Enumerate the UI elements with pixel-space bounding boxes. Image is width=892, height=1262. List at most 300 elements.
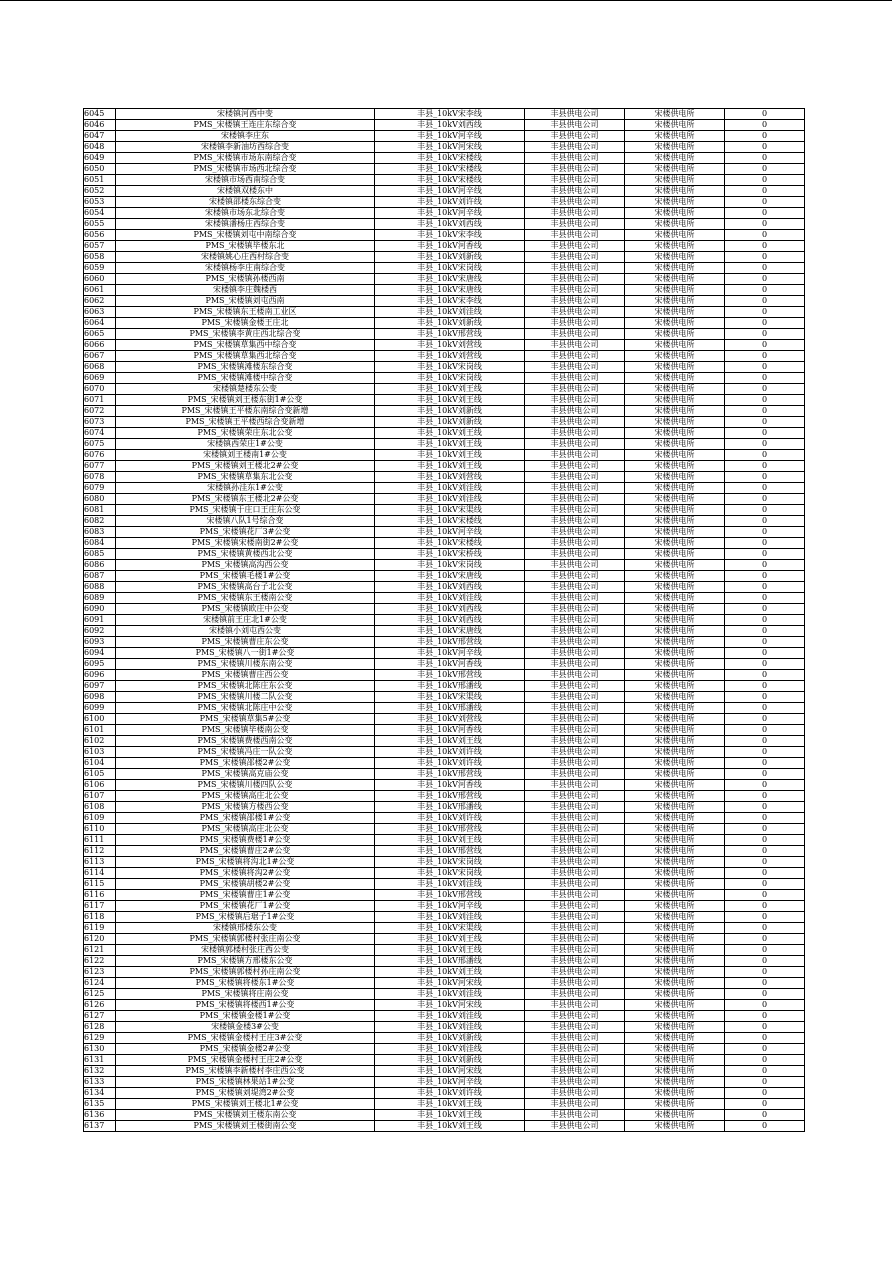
row-id-cell: 6057 [84,241,116,252]
company-cell: 丰县供电公司 [525,461,625,472]
transformer-name-cell: PMS_宋楼镇李新楼村李庄西公变 [116,1066,375,1077]
transformer-name-cell: PMS_宋楼镇孙楼西南 [116,274,375,285]
station-cell: 宋楼供电所 [625,615,725,626]
transformer-name-cell: 宋楼镇邢楼东公变 [116,923,375,934]
row-id-cell: 6074 [84,428,116,439]
transformer-name-cell: PMS_宋楼镇市场西北综合变 [116,164,375,175]
table-row [84,1000,805,1011]
row-id-cell: 6091 [84,615,116,626]
value-cell: 0 [725,560,805,571]
value-cell: 0 [725,868,805,879]
table-row [84,230,805,241]
table-row [84,659,805,670]
station-cell: 宋楼供电所 [625,747,725,758]
station-cell: 宋楼供电所 [625,604,725,615]
station-cell: 宋楼供电所 [625,120,725,131]
transformer-name-cell: 宋楼镇小刘屯西公变 [116,626,375,637]
station-cell: 宋楼供电所 [625,241,725,252]
table-row [84,934,805,945]
company-cell: 丰县供电公司 [525,1066,625,1077]
company-cell: 丰县供电公司 [525,835,625,846]
feeder-line-cell: 丰县_10kV刘许线 [375,813,525,824]
row-id-cell: 6086 [84,560,116,571]
company-cell: 丰县供电公司 [525,736,625,747]
feeder-line-cell: 丰县_10kV邢营线 [375,846,525,857]
station-cell: 宋楼供电所 [625,912,725,923]
station-cell: 宋楼供电所 [625,593,725,604]
table-row [84,494,805,505]
table-row [84,736,805,747]
transformer-name-cell: 宋楼镇市场东北综合变 [116,208,375,219]
table-row [84,516,805,527]
feeder-line-cell: 丰县_10kV刘新线 [375,406,525,417]
table-row [84,912,805,923]
company-cell: 丰县供电公司 [525,120,625,131]
station-cell: 宋楼供电所 [625,1121,725,1132]
feeder-line-cell: 丰县_10kV宋唐线 [375,274,525,285]
row-id-cell: 6098 [84,692,116,703]
row-id-cell: 6121 [84,945,116,956]
row-id-cell: 6134 [84,1088,116,1099]
value-cell: 0 [725,164,805,175]
company-cell: 丰县供电公司 [525,384,625,395]
transformer-name-cell: PMS_宋楼镇费楼西南公变 [116,736,375,747]
table-row [84,692,805,703]
feeder-line-cell: 丰县_10kV刘新线 [375,417,525,428]
company-cell: 丰县供电公司 [525,153,625,164]
row-id-cell: 6082 [84,516,116,527]
company-cell: 丰县供电公司 [525,351,625,362]
value-cell: 0 [725,725,805,736]
feeder-line-cell: 丰县_10kV邢营线 [375,769,525,780]
feeder-line-cell: 丰县_10kV刘王线 [375,945,525,956]
station-cell: 宋楼供电所 [625,373,725,384]
company-cell: 丰县供电公司 [525,494,625,505]
transformer-name-cell: PMS_宋楼镇金楼1#公变 [116,1011,375,1022]
table-row [84,714,805,725]
company-cell: 丰县供电公司 [525,1022,625,1033]
row-id-cell: 6066 [84,340,116,351]
row-id-cell: 6115 [84,879,116,890]
company-cell: 丰县供电公司 [525,142,625,153]
company-cell: 丰县供电公司 [525,340,625,351]
station-cell: 宋楼供电所 [625,197,725,208]
transformer-name-cell: PMS_宋楼镇高克庙公变 [116,769,375,780]
feeder-line-cell: 丰县_10kV宋岗线 [375,373,525,384]
table-row [84,1110,805,1121]
feeder-line-cell: 丰县_10kV宋楼线 [375,538,525,549]
transformer-name-cell: PMS_宋楼镇金楼2#公变 [116,1044,375,1055]
transformer-name-cell: PMS_宋楼镇刘王楼街南公变 [116,1121,375,1132]
row-id-cell: 6125 [84,989,116,1000]
company-cell: 丰县供电公司 [525,725,625,736]
transformer-name-cell: PMS_宋楼镇金楼村王庄3#公变 [116,1033,375,1044]
feeder-line-cell: 丰县_10kV刘王线 [375,736,525,747]
value-cell: 0 [725,626,805,637]
row-id-cell: 6123 [84,967,116,978]
table-row [84,1044,805,1055]
table-row [84,197,805,208]
transformer-name-cell: PMS_宋楼镇刘王楼北1#公变 [116,1099,375,1110]
value-cell: 0 [725,1110,805,1121]
row-id-cell: 6069 [84,373,116,384]
row-id-cell: 6088 [84,582,116,593]
row-id-cell: 6095 [84,659,116,670]
transformer-name-cell: PMS_宋楼镇毛楼1#公变 [116,571,375,582]
company-cell: 丰县供电公司 [525,197,625,208]
transformer-name-cell: 宋楼镇河西中变 [116,109,375,120]
value-cell: 0 [725,857,805,868]
station-cell: 宋楼供电所 [625,934,725,945]
feeder-line-cell: 丰县_10kV宋楼线 [375,153,525,164]
value-cell: 0 [725,1000,805,1011]
value-cell: 0 [725,175,805,186]
row-id-cell: 6058 [84,252,116,263]
company-cell: 丰县供电公司 [525,208,625,219]
row-id-cell: 6101 [84,725,116,736]
feeder-line-cell: 丰县_10kV河辛线 [375,131,525,142]
station-cell: 宋楼供电所 [625,670,725,681]
transformer-name-cell: 宋楼镇前王庄北1#公变 [116,615,375,626]
company-cell: 丰县供电公司 [525,439,625,450]
transformer-name-cell: PMS_宋楼镇刘堤湾2#公变 [116,1088,375,1099]
station-cell: 宋楼供电所 [625,252,725,263]
value-cell: 0 [725,241,805,252]
value-cell: 0 [725,505,805,516]
company-cell: 丰县供电公司 [525,175,625,186]
value-cell: 0 [725,846,805,857]
value-cell: 0 [725,274,805,285]
value-cell: 0 [725,967,805,978]
feeder-line-cell: 丰县_10kV河香线 [375,780,525,791]
value-cell: 0 [725,527,805,538]
table-row [84,1066,805,1077]
row-id-cell: 6046 [84,120,116,131]
table-row [84,989,805,1000]
station-cell: 宋楼供电所 [625,362,725,373]
transformer-name-cell: PMS_宋楼镇欧庄中公变 [116,604,375,615]
station-cell: 宋楼供电所 [625,263,725,274]
row-id-cell: 6050 [84,164,116,175]
feeder-line-cell: 丰县_10kV刘洼线 [375,879,525,890]
transformer-name-cell: 宋楼镇八队1号综合变 [116,516,375,527]
table-row [84,1055,805,1066]
table-row [84,274,805,285]
transformer-name-cell: PMS_宋楼镇将沟2#公变 [116,868,375,879]
value-cell: 0 [725,1099,805,1110]
feeder-line-cell: 丰县_10kV宋桥线 [375,549,525,560]
feeder-line-cell: 丰县_10kV刘王线 [375,428,525,439]
table-row [84,835,805,846]
table-row [84,901,805,912]
station-cell: 宋楼供电所 [625,351,725,362]
table-row [84,758,805,769]
transformer-name-cell: PMS_宋楼镇曹庄1#公变 [116,890,375,901]
value-cell: 0 [725,406,805,417]
company-cell: 丰县供电公司 [525,758,625,769]
company-cell: 丰县供电公司 [525,824,625,835]
company-cell: 丰县供电公司 [525,912,625,923]
row-id-cell: 6112 [84,846,116,857]
company-cell: 丰县供电公司 [525,1099,625,1110]
station-cell: 宋楼供电所 [625,318,725,329]
transformer-name-cell: PMS_宋楼镇刘屯中南综合变 [116,230,375,241]
transformer-name-cell: PMS_宋楼镇高台子北公变 [116,582,375,593]
company-cell: 丰县供电公司 [525,527,625,538]
transformer-name-cell: PMS_宋楼镇滩楼中综合变 [116,373,375,384]
row-id-cell: 6127 [84,1011,116,1022]
row-id-cell: 6119 [84,923,116,934]
company-cell: 丰县供电公司 [525,483,625,494]
feeder-line-cell: 丰县_10kV邢营线 [375,791,525,802]
station-cell: 宋楼供电所 [625,978,725,989]
row-id-cell: 6108 [84,802,116,813]
feeder-line-cell: 丰县_10kV刘营线 [375,351,525,362]
company-cell: 丰县供电公司 [525,428,625,439]
feeder-line-cell: 丰县_10kV宋岗线 [375,857,525,868]
station-cell: 宋楼供电所 [625,142,725,153]
value-cell: 0 [725,923,805,934]
value-cell: 0 [725,1022,805,1033]
row-id-cell: 6133 [84,1077,116,1088]
row-id-cell: 6114 [84,868,116,879]
company-cell: 丰县供电公司 [525,879,625,890]
company-cell: 丰县供电公司 [525,967,625,978]
value-cell: 0 [725,956,805,967]
value-cell: 0 [725,758,805,769]
table-row [84,956,805,967]
transformer-name-cell: PMS_宋楼镇草集东北公变 [116,472,375,483]
feeder-line-cell: 丰县_10kV宋渠线 [375,505,525,516]
table-row [84,824,805,835]
table-row [84,1022,805,1033]
value-cell: 0 [725,109,805,120]
value-cell: 0 [725,769,805,780]
row-id-cell: 6068 [84,362,116,373]
transformer-name-cell: 宋楼镇郭楼村张庄西公变 [116,945,375,956]
company-cell: 丰县供电公司 [525,703,625,714]
company-cell: 丰县供电公司 [525,296,625,307]
station-cell: 宋楼供电所 [625,527,725,538]
table-row [84,560,805,571]
value-cell: 0 [725,879,805,890]
company-cell: 丰县供电公司 [525,230,625,241]
transformer-name-cell: PMS_宋楼镇草集西北综合变 [116,351,375,362]
row-id-cell: 6070 [84,384,116,395]
station-cell: 宋楼供电所 [625,780,725,791]
value-cell: 0 [725,747,805,758]
transformer-name-cell: 宋楼镇李新油坊西综合变 [116,142,375,153]
feeder-line-cell: 丰县_10kV邢潘线 [375,703,525,714]
company-cell: 丰县供电公司 [525,395,625,406]
transformer-name-cell: PMS_宋楼镇高庄北公变 [116,791,375,802]
value-cell: 0 [725,131,805,142]
transformer-name-cell: PMS_宋楼镇刘屯西南 [116,296,375,307]
value-cell: 0 [725,670,805,681]
value-cell: 0 [725,1044,805,1055]
table-row [84,351,805,362]
station-cell: 宋楼供电所 [625,186,725,197]
station-cell: 宋楼供电所 [625,439,725,450]
feeder-line-cell: 丰县_10kV刘许线 [375,197,525,208]
transformer-name-cell: PMS_宋楼镇郭楼村张庄南公变 [116,934,375,945]
feeder-line-cell: 丰县_10kV刘王线 [375,439,525,450]
station-cell: 宋楼供电所 [625,175,725,186]
feeder-line-cell: 丰县_10kV刘洼线 [375,1022,525,1033]
station-cell: 宋楼供电所 [625,219,725,230]
station-cell: 宋楼供电所 [625,857,725,868]
value-cell: 0 [725,307,805,318]
transformer-name-cell: PMS_宋楼镇王平楼东南综合变新增 [116,406,375,417]
company-cell: 丰县供电公司 [525,714,625,725]
station-cell: 宋楼供电所 [625,1000,725,1011]
table-row [84,615,805,626]
row-id-cell: 6111 [84,835,116,846]
value-cell: 0 [725,637,805,648]
feeder-line-cell: 丰县_10kV刘营线 [375,472,525,483]
transformer-name-cell: PMS_宋楼镇荣庄东北公变 [116,428,375,439]
feeder-line-cell: 丰县_10kV河香线 [375,725,525,736]
table-row [84,780,805,791]
station-cell: 宋楼供电所 [625,516,725,527]
value-cell: 0 [725,450,805,461]
value-cell: 0 [725,230,805,241]
value-cell: 0 [725,351,805,362]
table-row [84,945,805,956]
transformer-name-cell: PMS_宋楼镇林果站1#公变 [116,1077,375,1088]
value-cell: 0 [725,329,805,340]
feeder-line-cell: 丰县_10kV刘新线 [375,1055,525,1066]
station-cell: 宋楼供电所 [625,736,725,747]
company-cell: 丰县供电公司 [525,813,625,824]
transformer-name-cell: PMS_宋楼镇东王楼南公变 [116,593,375,604]
table-row [84,252,805,263]
station-cell: 宋楼供电所 [625,505,725,516]
transformer-name-cell: PMS_宋楼镇宋楼南街2#公变 [116,538,375,549]
station-cell: 宋楼供电所 [625,560,725,571]
row-id-cell: 6072 [84,406,116,417]
company-cell: 丰县供电公司 [525,186,625,197]
table-row [84,1011,805,1022]
feeder-line-cell: 丰县_10kV刘王线 [375,967,525,978]
company-cell: 丰县供电公司 [525,593,625,604]
value-cell: 0 [725,285,805,296]
row-id-cell: 6118 [84,912,116,923]
transformer-name-cell: PMS_宋楼镇刘王楼东南公变 [116,1110,375,1121]
company-cell: 丰县供电公司 [525,241,625,252]
value-cell: 0 [725,813,805,824]
feeder-line-cell: 丰县_10kV河宋线 [375,142,525,153]
table-row [84,1121,805,1132]
value-cell: 0 [725,648,805,659]
transformer-name-cell: 宋楼镇双楼东中 [116,186,375,197]
value-cell: 0 [725,890,805,901]
row-id-cell: 6116 [84,890,116,901]
table-row [84,120,805,131]
feeder-line-cell: 丰县_10kV宋李线 [375,296,525,307]
value-cell: 0 [725,395,805,406]
row-id-cell: 6132 [84,1066,116,1077]
feeder-line-cell: 丰县_10kV刘西线 [375,615,525,626]
table-row [84,219,805,230]
station-cell: 宋楼供电所 [625,285,725,296]
row-id-cell: 6090 [84,604,116,615]
station-cell: 宋楼供电所 [625,1022,725,1033]
value-cell: 0 [725,483,805,494]
company-cell: 丰县供电公司 [525,670,625,681]
company-cell: 丰县供电公司 [525,890,625,901]
transformer-name-cell: PMS_宋楼镇花厂1#公变 [116,901,375,912]
row-id-cell: 6107 [84,791,116,802]
value-cell: 0 [725,384,805,395]
table-row [84,483,805,494]
feeder-line-cell: 丰县_10kV刘新线 [375,1033,525,1044]
table-row [84,472,805,483]
station-cell: 宋楼供电所 [625,549,725,560]
station-cell: 宋楼供电所 [625,703,725,714]
feeder-line-cell: 丰县_10kV河宋线 [375,1000,525,1011]
company-cell: 丰县供电公司 [525,901,625,912]
transformer-name-cell: PMS_宋楼镇黄楼西北公变 [116,549,375,560]
company-cell: 丰县供电公司 [525,1055,625,1066]
transformer-name-cell: PMS_宋楼镇后琚子1#公变 [116,912,375,923]
value-cell: 0 [725,142,805,153]
feeder-line-cell: 丰县_10kV邢潘线 [375,802,525,813]
station-cell: 宋楼供电所 [625,945,725,956]
feeder-line-cell: 丰县_10kV刘洼线 [375,593,525,604]
feeder-line-cell: 丰县_10kV刘洼线 [375,989,525,1000]
table-row [84,395,805,406]
transformer-name-cell: PMS_宋楼镇川楼二队公变 [116,692,375,703]
value-cell: 0 [725,208,805,219]
table-row [84,175,805,186]
value-cell: 0 [725,439,805,450]
transformer-name-cell: 宋楼镇孙洼东1#公变 [116,483,375,494]
station-cell: 宋楼供电所 [625,956,725,967]
value-cell: 0 [725,945,805,956]
table-row [84,527,805,538]
station-cell: 宋楼供电所 [625,824,725,835]
transformer-name-cell: PMS_宋楼镇北陈庄中公变 [116,703,375,714]
value-cell: 0 [725,571,805,582]
station-cell: 宋楼供电所 [625,307,725,318]
table-row [84,604,805,615]
station-cell: 宋楼供电所 [625,406,725,417]
table-row [84,967,805,978]
value-cell: 0 [725,791,805,802]
row-id-cell: 6097 [84,681,116,692]
row-id-cell: 6049 [84,153,116,164]
data-sheet [83,108,805,1132]
feeder-line-cell: 丰县_10kV河辛线 [375,208,525,219]
transformer-name-cell: PMS_宋楼镇郭楼村孙庄南公变 [116,967,375,978]
company-cell: 丰县供电公司 [525,263,625,274]
row-id-cell: 6122 [84,956,116,967]
table-row [84,802,805,813]
table-row [84,703,805,714]
company-cell: 丰县供电公司 [525,549,625,560]
company-cell: 丰县供电公司 [525,1121,625,1132]
station-cell: 宋楼供电所 [625,923,725,934]
transformer-name-cell: 宋楼镇西荣庄1#公变 [116,439,375,450]
value-cell: 0 [725,461,805,472]
station-cell: 宋楼供电所 [625,714,725,725]
value-cell: 0 [725,186,805,197]
station-cell: 宋楼供电所 [625,582,725,593]
row-id-cell: 6075 [84,439,116,450]
row-id-cell: 6092 [84,626,116,637]
row-id-cell: 6089 [84,593,116,604]
